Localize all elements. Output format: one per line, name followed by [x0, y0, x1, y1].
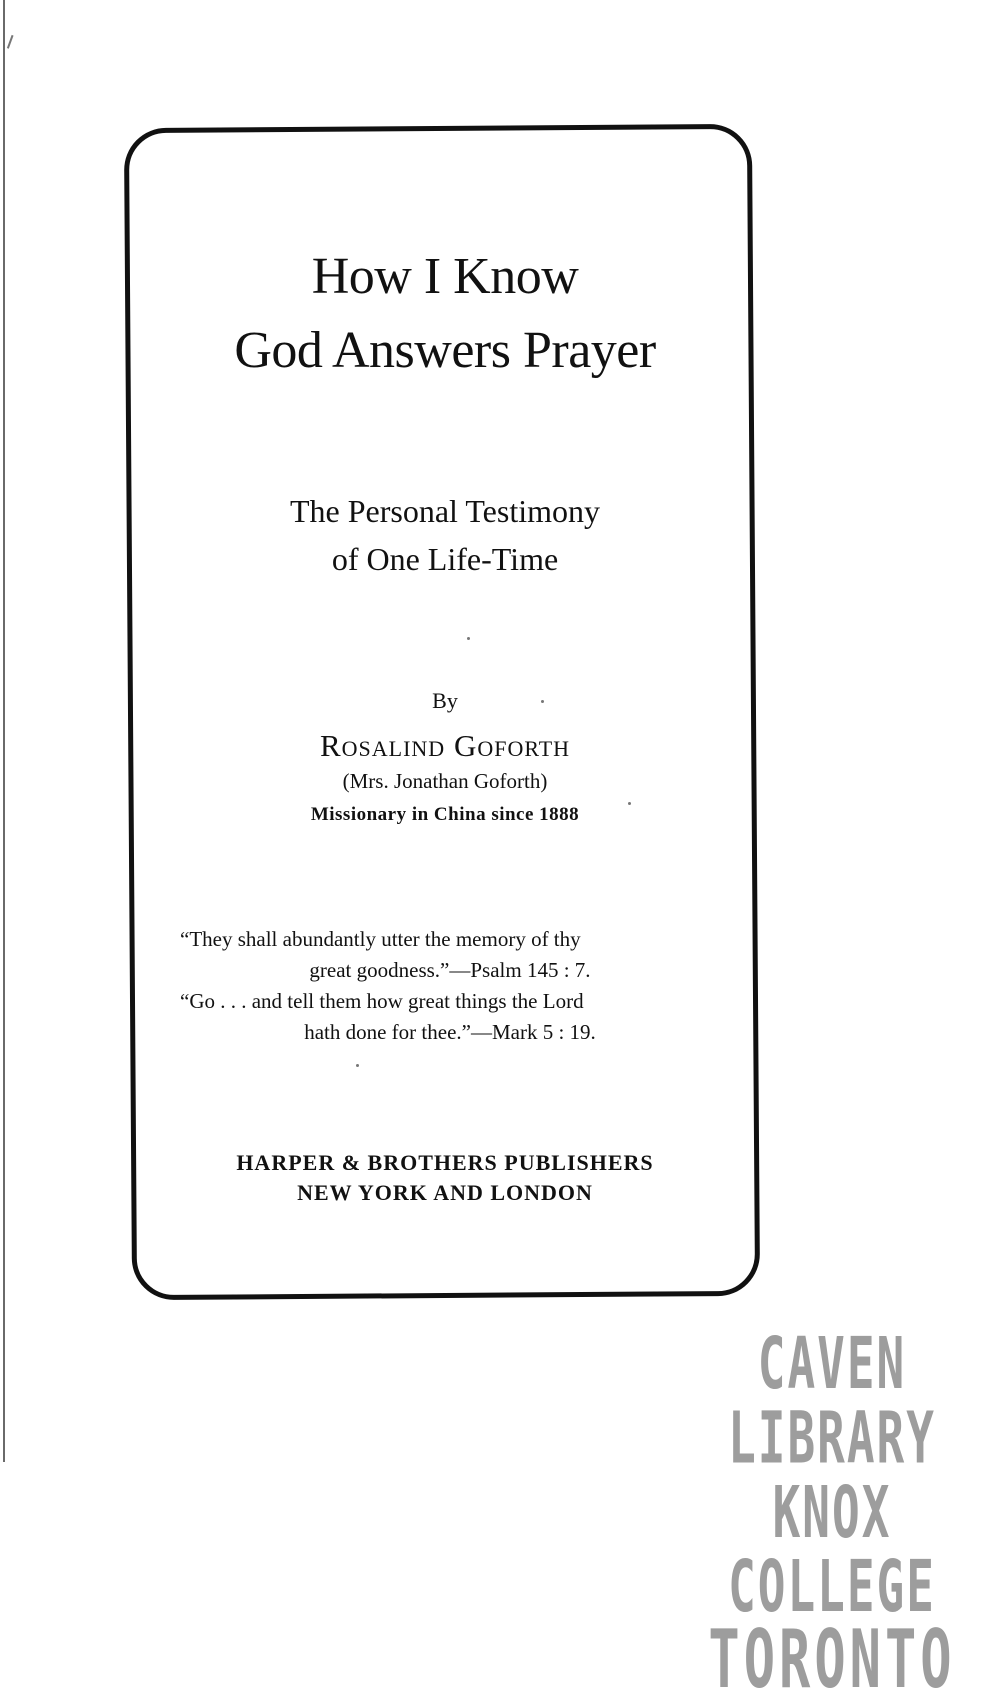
epigraph-1-line1: “They shall abundantly utter the memory of thy [180, 927, 581, 951]
author-mission-note: Missionary in China since 1888 [310, 804, 580, 825]
author-name: Rosalind Goforth [319, 728, 571, 763]
page-gutter-line [3, 0, 5, 1462]
author-alternate-name: (Mrs. Jonathan Goforth) [342, 769, 548, 793]
library-stamp [676, 1321, 988, 1707]
book-title-line2: God Answers Prayer [234, 322, 656, 379]
print-speck [467, 637, 470, 640]
book-subtitle-line2: of One Life-Time [331, 541, 559, 577]
print-speck [541, 700, 544, 703]
epigraph-2-line2: hath done for thee.”—Mark 5 : 19. [304, 1020, 596, 1044]
gutter-mark [7, 35, 20, 51]
by-label: By [432, 688, 458, 713]
print-speck [628, 802, 631, 805]
library-stamp-line1: CAVEN LIBRARY [728, 1321, 936, 1480]
epigraphs [180, 924, 720, 1048]
epigraph-2-line1: “Go . . . and tell them how great things the Lord [180, 989, 584, 1013]
publisher-line2: NEW YORK AND LONDON [297, 1180, 593, 1205]
publisher-imprint [140, 1148, 750, 1208]
book-subtitle [140, 487, 750, 583]
library-stamp-line2: KNOX COLLEGE [728, 1470, 936, 1629]
book-title-line1: How I Know [311, 248, 579, 305]
epigraph-1-line2: great goodness.”—Psalm 145 : 7. [309, 958, 591, 982]
book-title [140, 240, 750, 388]
print-speck [356, 1064, 359, 1067]
publisher-line1: HARPER & BROTHERS PUBLISHERS [236, 1150, 654, 1175]
book-subtitle-line1: The Personal Testimony [289, 493, 600, 529]
library-stamp-line3: TORONTO [708, 1614, 956, 1707]
